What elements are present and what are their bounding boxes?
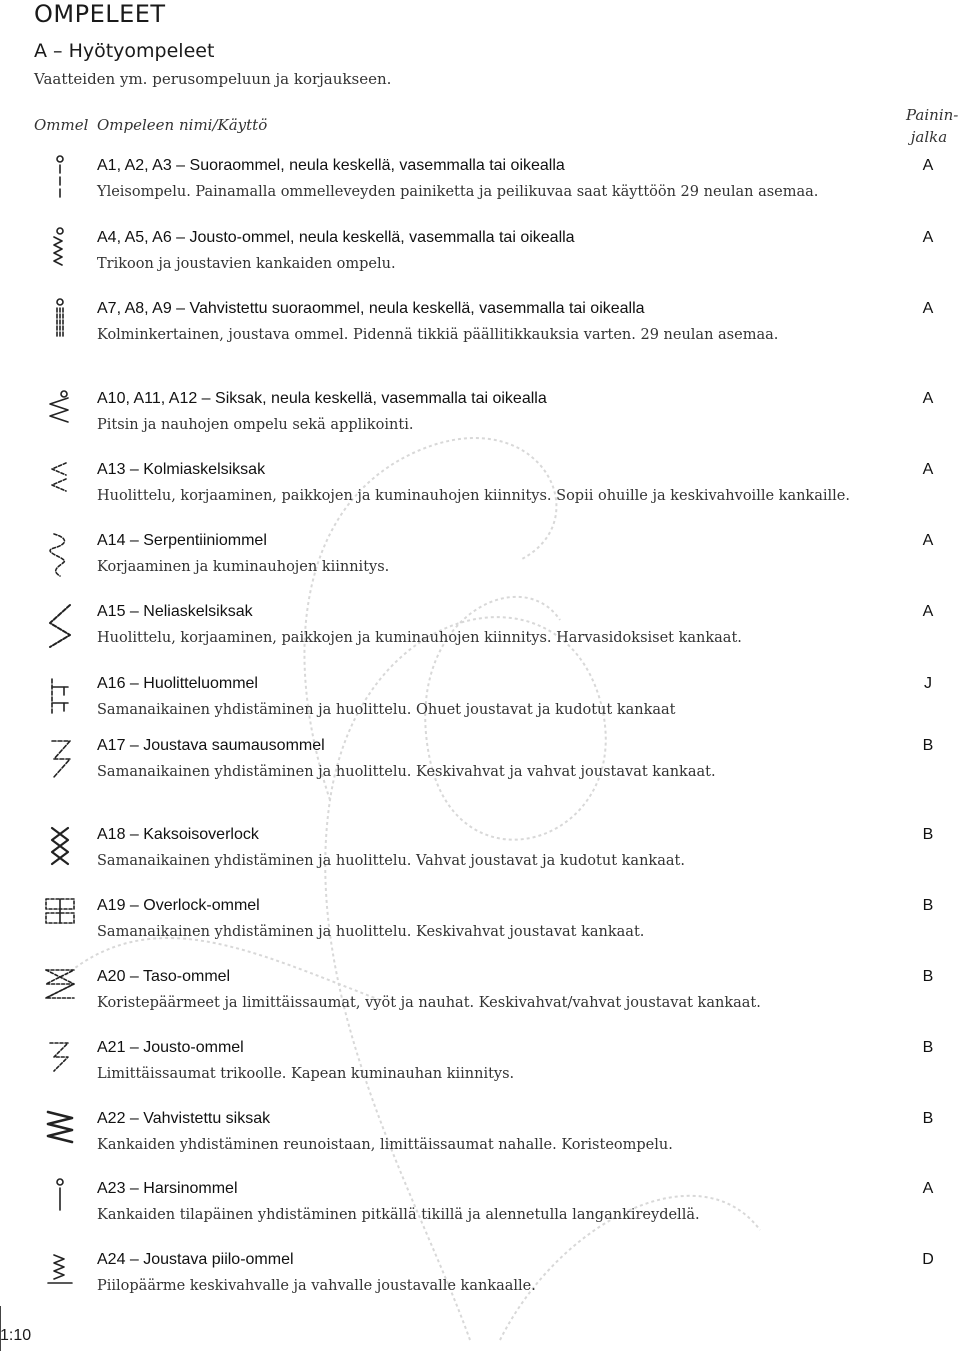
presser-foot: A <box>922 229 934 246</box>
presser-foot: A <box>922 300 934 317</box>
presser-foot: B <box>922 968 934 985</box>
stitch-name: A21 – Jousto-ommel <box>97 1039 244 1056</box>
stitch-description: Samanaikainen yhdistäminen ja huolittelu. Keskivahvat joustavat kankaat. <box>97 924 645 940</box>
presser-foot: D <box>922 1251 934 1268</box>
straight-stitch-icon <box>40 155 80 205</box>
stitch-description: Yleisompelu. Painamalla ommelleveyden painiketta ja peilikuvaa saat käyttöön 29 neulan asemaa. <box>97 184 819 200</box>
stitch-description: Korjaaminen ja kuminauhojen kiinnitys. <box>97 559 390 575</box>
page-title: OMPELEET <box>34 0 166 28</box>
column-header-presser-foot <box>906 104 959 148</box>
presser-foot: A <box>922 157 934 174</box>
stitch-description: Kankaiden tilapäinen yhdistäminen pitkällä tikillä ja alennetulla langankireydellä. <box>97 1207 700 1223</box>
presser-foot: A <box>922 461 934 478</box>
section-intro: Vaatteiden ym. perusompeluun ja korjaukseen. <box>34 70 392 88</box>
stitch-description: Koristepäärmeet ja limittäissaumat, vyöt ja nauhat. Keskivahvat/vahvat joustavat kankaat. <box>97 995 761 1011</box>
presser-foot: A <box>922 603 934 620</box>
stitch-name: A1, A2, A3 – Suoraommel, neula keskellä, vasemmalla tai oikealla <box>97 157 565 174</box>
blind-hem-stitch-icon <box>40 1249 80 1299</box>
presser-foot: B <box>922 1110 934 1127</box>
three-step-zigzag-icon <box>40 459 80 509</box>
stitch-name: A19 – Overlock-ommel <box>97 897 260 914</box>
presser-foot: A <box>922 1180 934 1197</box>
serpentine-stitch-icon <box>40 530 80 580</box>
stitch-description: Kankaiden yhdistäminen reunoistaan, limittäissaumat nahalle. Koristeompelu. <box>97 1137 673 1153</box>
stitch-description: Pitsin ja nauhojen ompelu sekä applikointi. <box>97 417 414 433</box>
presser-foot: J <box>924 675 932 692</box>
flatlock-stitch-icon <box>40 966 80 1016</box>
stitch-name: A23 – Harsinommel <box>97 1180 238 1197</box>
stitch-name: A20 – Taso-ommel <box>97 968 231 985</box>
reinforced-straight-stitch-icon <box>40 298 80 348</box>
presser-foot: B <box>922 737 934 754</box>
presser-foot: A <box>922 532 934 549</box>
column-header-name: Ompeleen nimi/Käyttö <box>97 116 268 134</box>
stitch-name: A18 – Kaksoisoverlock <box>97 826 259 843</box>
stitch-name: A10, A11, A12 – Siksak, neula keskellä, vasemmalla tai oikealla <box>97 390 547 407</box>
stitch-description: Huolittelu, korjaaminen, paikkojen ja kuminauhojen kiinnitys. Harvasidoksiset kankaat. <box>97 630 742 646</box>
stitch-description: Huolittelu, korjaaminen, paikkojen ja kuminauhojen kiinnitys. Sopii ohuille ja keskivahvoille kankaille. <box>97 488 850 504</box>
stitch-description: Samanaikainen yhdistäminen ja huolittelu. Keskivahvat ja vahvat joustavat kankaat. <box>97 764 716 780</box>
stretch-seam-stitch-icon <box>40 735 80 785</box>
stretch-stitch-2-icon <box>40 1037 80 1087</box>
presser-foot: B <box>922 826 934 843</box>
column-header-foot-line1: Painin- <box>906 106 959 124</box>
presser-foot: B <box>922 1039 934 1056</box>
stitch-name: A17 – Joustava saumausommel <box>97 737 325 754</box>
stitch-name: A7, A8, A9 – Vahvistettu suoraommel, neula keskellä, vasemmalla tai oikealla <box>97 300 645 317</box>
reinforced-zigzag-icon <box>40 1108 80 1158</box>
stitch-description: Samanaikainen yhdistäminen ja huolittelu. Ohuet joustavat ja kudotut kankaat <box>97 702 676 718</box>
presser-foot: B <box>922 897 934 914</box>
stitch-description: Kolminkertainen, joustava ommel. Pidennä tikkiä päällitikkauksia varten. 29 neulan asemaa. <box>97 327 779 343</box>
stitch-description: Trikoon ja joustavien kankaiden ompelu. <box>97 256 396 272</box>
stitch-name: A13 – Kolmiaskelsiksak <box>97 461 266 478</box>
stitch-name: A16 – Huolitteluommel <box>97 675 258 692</box>
stitch-description: Samanaikainen yhdistäminen ja huolittelu. Vahvat joustavat ja kudotut kankaat. <box>97 853 685 869</box>
basting-stitch-icon <box>40 1178 80 1228</box>
section-heading: A – Hyötyompeleet <box>34 40 215 62</box>
overcast-stitch-icon <box>40 673 80 723</box>
stitch-name: A4, A5, A6 – Jousto-ommel, neula keskellä, vasemmalla tai oikealla <box>97 229 575 246</box>
stretch-stitch-icon <box>40 227 80 277</box>
stitch-description: Limittäissaumat trikoolle. Kapean kuminauhan kiinnitys. <box>97 1066 515 1082</box>
four-step-zigzag-icon <box>40 601 80 651</box>
presser-foot: A <box>922 390 934 407</box>
page-number: 1:10 <box>0 1327 32 1344</box>
stitch-name: A14 – Serpentiiniommel <box>97 532 267 549</box>
double-overlock-icon <box>40 824 80 874</box>
column-header-foot-line2: jalka <box>910 128 948 146</box>
zigzag-stitch-icon <box>40 388 80 438</box>
stitch-name: A22 – Vahvistettu siksak <box>97 1110 271 1127</box>
stitch-description: Piilopäärme keskivahvalle ja vahvalle joustavalle kankaalle. <box>97 1278 536 1294</box>
column-header-stitch: Ommel <box>34 116 89 134</box>
overlock-stitch-icon <box>40 895 80 945</box>
stitch-name: A24 – Joustava piilo-ommel <box>97 1251 294 1268</box>
stitch-name: A15 – Neliaskelsiksak <box>97 603 253 620</box>
